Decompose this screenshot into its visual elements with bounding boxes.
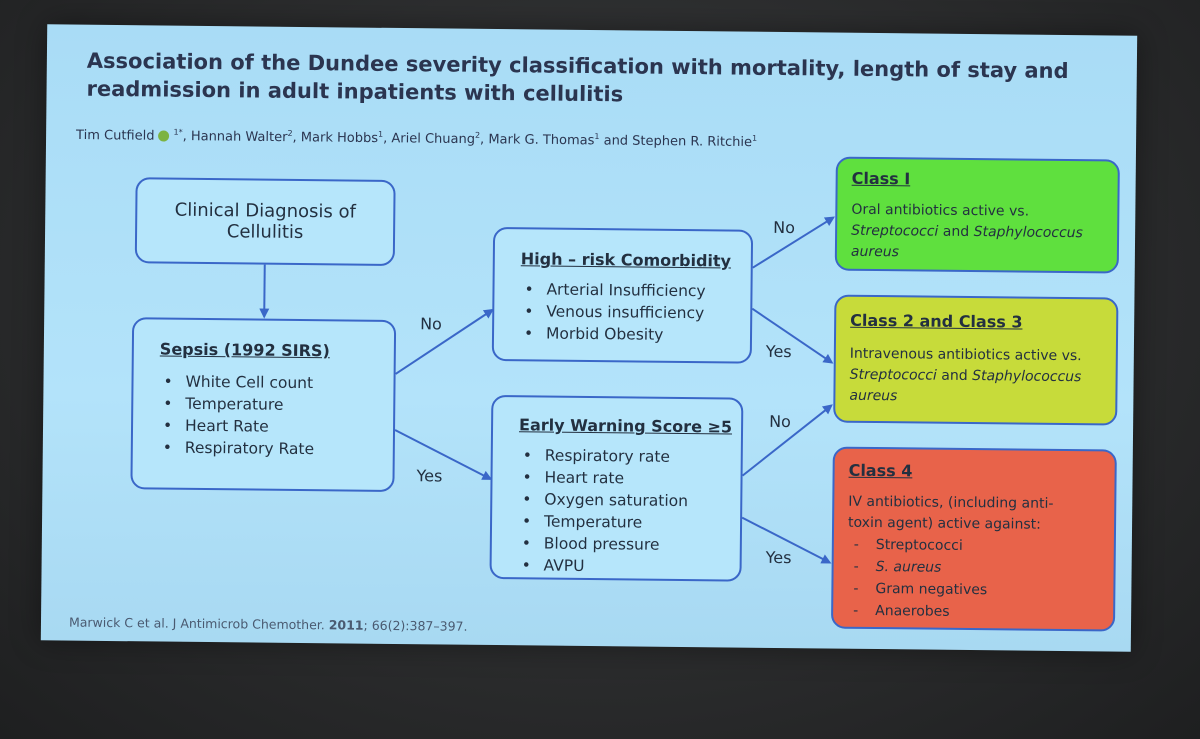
- list-item: • Temperature: [544, 511, 740, 535]
- slide: [41, 24, 1137, 651]
- list-item: [876, 556, 1114, 580]
- citation-year: 2011: [328, 617, 364, 633]
- author-name: Tim Cutfield: [76, 127, 155, 144]
- list-item: • Respiratory rate: [545, 445, 741, 469]
- arrow-clinical-to-sepsis: [264, 265, 265, 317]
- list-item: • Heart Rate: [185, 415, 393, 439]
- organism-name: Streptococci: [849, 366, 937, 384]
- class-2-3-heading: Class 2 and Class 3: [850, 310, 1023, 332]
- author-name: , Mark Hobbs: [292, 130, 379, 147]
- clinical-diagnosis-text: Clinical Diagnosis of Cellulitis: [174, 199, 357, 244]
- class-1-description: [851, 200, 1118, 266]
- comorbidity-list: [520, 278, 751, 346]
- author-name: and Stephen R. Ritchie: [599, 133, 753, 151]
- edge-label-comorbidity-yes: Yes: [765, 341, 792, 362]
- description-line: and: [938, 223, 974, 241]
- list-item: • Venous insufficiency: [546, 301, 750, 325]
- organism-name: S. aureus: [875, 559, 942, 576]
- clinical-diagnosis-box: [135, 177, 396, 266]
- citation-text: ; 66(2):387–397.: [363, 617, 468, 634]
- author-affiliation: 2: [287, 128, 293, 138]
- slide-title: Association of the Dundee severity classification with mortality, length of stay and readmission in adult inpatients with cellulitis: [86, 48, 1069, 107]
- author-affiliation: 1: [378, 129, 384, 139]
- list-item: • Heart rate: [544, 467, 740, 491]
- description-line: and: [936, 367, 973, 385]
- author-affiliation: 1*: [173, 127, 183, 137]
- description-line: IV antibiotics, (including anti-: [848, 493, 1054, 512]
- arrow-sepsis-to-ews: [395, 430, 491, 479]
- edge-label-sepsis-yes: Yes: [416, 466, 443, 486]
- ews-heading: Early Warning Score ≥5: [518, 415, 733, 437]
- class-4-box: [831, 447, 1117, 632]
- description-line: Oral antibiotics active vs.: [851, 201, 1030, 220]
- edge-label-ews-yes: Yes: [765, 547, 792, 568]
- description-line: Intravenous antibiotics active vs.: [849, 345, 1082, 365]
- author-name: , Hannah Walter: [182, 129, 288, 146]
- edge-label-sepsis-no: No: [420, 314, 443, 334]
- list-item: • Respiratory Rate: [185, 437, 393, 461]
- list-item: - Gram negatives: [875, 578, 1113, 602]
- list-item: - Anaerobes: [875, 600, 1113, 624]
- edge-label-comorbidity-no: No: [773, 217, 796, 238]
- class-4-heading: Class 4: [848, 460, 913, 481]
- class-1-heading: Class I: [851, 168, 911, 189]
- ews-box: [489, 395, 743, 582]
- class-2-3-box: [833, 295, 1118, 426]
- description-line: toxin agent) active against:: [847, 514, 1041, 533]
- organism-name: aureus: [849, 387, 898, 405]
- comorbidity-heading: High – risk Comorbidity: [520, 249, 732, 271]
- organism-name: aureus: [850, 243, 899, 261]
- ews-list: [518, 444, 741, 578]
- list-item: • White Cell count: [185, 371, 393, 395]
- organism-name: Staphylococcus: [973, 224, 1083, 242]
- organism-name: Streptococci: [851, 222, 939, 240]
- arrow-sepsis-to-comorbidity: [396, 309, 493, 375]
- citation-text: Marwick C et al. J Antimicrob Chemother.: [68, 614, 329, 633]
- list-item: • Oxygen saturation: [544, 489, 740, 513]
- author-affiliation: 1: [594, 132, 600, 142]
- sepsis-heading: Sepsis (1992 SIRS): [159, 339, 330, 361]
- list-item: • AVPU: [543, 555, 739, 579]
- list-item: • Morbid Obesity: [546, 323, 750, 347]
- class-2-3-description: [849, 344, 1116, 410]
- comorbidity-box: [492, 227, 753, 364]
- edge-label-ews-no: No: [769, 411, 792, 432]
- sepsis-box: [130, 317, 396, 492]
- author-affiliation: 2: [474, 130, 481, 140]
- list-item: • Temperature: [185, 393, 393, 417]
- list-item: • Blood pressure: [544, 533, 740, 557]
- list-item: - Streptococci: [876, 534, 1114, 558]
- author-affiliation: 1: [752, 133, 758, 143]
- arrow-comorbidity-to-class23: [752, 309, 833, 363]
- class-4-description: [848, 492, 1114, 537]
- author-name: , Mark G. Thomas: [480, 132, 595, 149]
- class-1-box: [835, 157, 1120, 274]
- list-item: • Arterial Insufficiency: [546, 279, 750, 303]
- class-4-organism-list: [847, 534, 1114, 625]
- sepsis-criteria-list: [159, 371, 394, 461]
- author-name: , Ariel Chuang: [383, 131, 476, 148]
- organism-name: Staphylococcus: [972, 368, 1082, 386]
